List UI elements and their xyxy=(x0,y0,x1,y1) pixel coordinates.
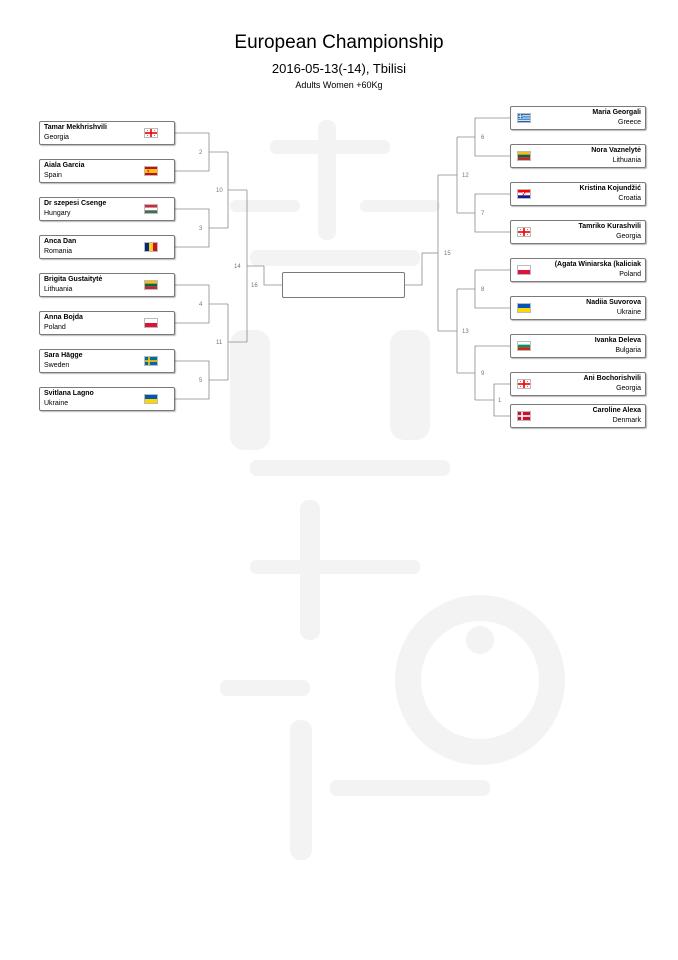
spain-flag-icon xyxy=(144,166,158,176)
competitor-card[interactable] xyxy=(510,404,646,428)
match-number: 5 xyxy=(199,378,203,384)
greece-flag-icon xyxy=(517,113,531,123)
hungary-flag-icon xyxy=(144,204,158,214)
poland-flag-icon xyxy=(144,318,158,328)
competitor-country: Hungary xyxy=(44,210,71,217)
ukraine-flag-icon xyxy=(144,394,158,404)
competitor-card[interactable] xyxy=(39,235,175,259)
match-number: 14 xyxy=(234,264,241,270)
match-number: 1 xyxy=(498,398,502,404)
competitor-card[interactable] xyxy=(39,197,175,221)
competitor-name: Svitlana Lagno xyxy=(44,390,94,397)
competitor-country: Georgia xyxy=(616,385,641,392)
competitor-country: Sweden xyxy=(44,362,70,369)
competitor-country: Poland xyxy=(619,271,641,278)
match-number: 3 xyxy=(199,226,203,232)
match-number: 7 xyxy=(481,211,485,217)
competitor-card[interactable] xyxy=(39,121,175,145)
croatia-flag-icon xyxy=(517,189,531,199)
denmark-flag-icon xyxy=(517,411,531,421)
weight-category: Adults Women +60Kg xyxy=(295,80,383,90)
competitor-country: Greece xyxy=(618,119,641,126)
competitor-name: Kristina Kojundžić xyxy=(579,185,641,192)
match-number: 4 xyxy=(199,302,203,308)
match-number: 15 xyxy=(444,251,451,257)
competitor-country: Lithuania xyxy=(612,157,641,164)
match-number: 6 xyxy=(481,135,485,141)
ukraine-flag-icon xyxy=(517,303,531,313)
competitor-card[interactable] xyxy=(510,372,646,396)
competitor-country: Bulgaria xyxy=(615,347,641,354)
competitor-name: Aiala Garcia xyxy=(44,162,85,169)
competitor-card[interactable] xyxy=(510,220,646,244)
competitor-name: Maria Georgali xyxy=(592,109,641,116)
competitor-card[interactable] xyxy=(39,273,175,297)
competitor-card[interactable] xyxy=(510,296,646,320)
sweden-flag-icon xyxy=(144,356,158,366)
lithuania-flag-icon xyxy=(144,280,158,290)
competitor-name: Nadiia Suvorova xyxy=(586,299,641,306)
competitor-card[interactable] xyxy=(510,182,646,206)
match-number: 8 xyxy=(481,287,485,293)
georgia-flag-icon xyxy=(517,379,531,389)
romania-flag-icon xyxy=(144,242,158,252)
competitor-card[interactable] xyxy=(39,311,175,335)
match-number: 10 xyxy=(216,188,223,194)
competitor-country: Ukraine xyxy=(44,400,69,407)
competitor-card[interactable] xyxy=(510,106,646,130)
match-number: 11 xyxy=(216,340,223,346)
competitor-card[interactable] xyxy=(39,387,175,411)
page-title: European Championship xyxy=(234,32,444,53)
competitor-country: Poland xyxy=(44,324,66,331)
georgia-flag-icon xyxy=(517,227,531,237)
competitor-card[interactable] xyxy=(510,144,646,168)
competitor-name: Caroline Alexa xyxy=(592,407,641,414)
competitor-country: Denmark xyxy=(612,417,641,424)
match-number: 12 xyxy=(462,173,469,179)
match-number: 13 xyxy=(462,329,469,335)
georgia-flag-icon xyxy=(144,128,158,138)
poland-flag-icon xyxy=(517,265,531,275)
competitor-name: Dr szepesi Csenge xyxy=(44,200,107,207)
competitor-country: Ukraine xyxy=(616,309,641,316)
competitor-name: Sara Hägge xyxy=(44,352,83,359)
competitor-card[interactable] xyxy=(39,349,175,373)
competitor-name: Anna Bojda xyxy=(44,314,83,321)
competitor-country: Croatia xyxy=(618,195,641,202)
competitor-country: Romania xyxy=(44,248,73,255)
final-match-box xyxy=(282,272,405,298)
competitor-name: Ivanka Deleva xyxy=(594,337,641,344)
competitor-name: Ani Bochorishvili xyxy=(583,375,641,382)
match-number: 2 xyxy=(199,150,203,156)
competitor-name: Nora Vaznelytė xyxy=(591,147,641,154)
competitor-country: Lithuania xyxy=(44,286,73,293)
competitor-name: Tamriko Kurashvili xyxy=(578,223,641,230)
competitor-name: (Agata Winiarska (kaliciak xyxy=(554,261,641,268)
lithuania-flag-icon xyxy=(517,151,531,161)
competitor-card[interactable] xyxy=(39,159,175,183)
competitor-card[interactable] xyxy=(510,258,646,282)
competitor-name: Anca Dan xyxy=(44,238,77,245)
competitor-country: Georgia xyxy=(616,233,641,240)
competitor-country: Spain xyxy=(44,172,62,179)
match-number: 9 xyxy=(481,371,485,377)
competitor-country: Georgia xyxy=(44,134,69,141)
competitor-name: Tamar Mekhrishvili xyxy=(44,124,107,131)
bulgaria-flag-icon xyxy=(517,341,531,351)
event-subtitle: 2016-05-13(-14), Tbilisi xyxy=(271,61,407,76)
competitor-name: Brigita Gustaitytė xyxy=(44,276,103,283)
competitor-card[interactable] xyxy=(510,334,646,358)
match-number: 16 xyxy=(251,283,258,289)
